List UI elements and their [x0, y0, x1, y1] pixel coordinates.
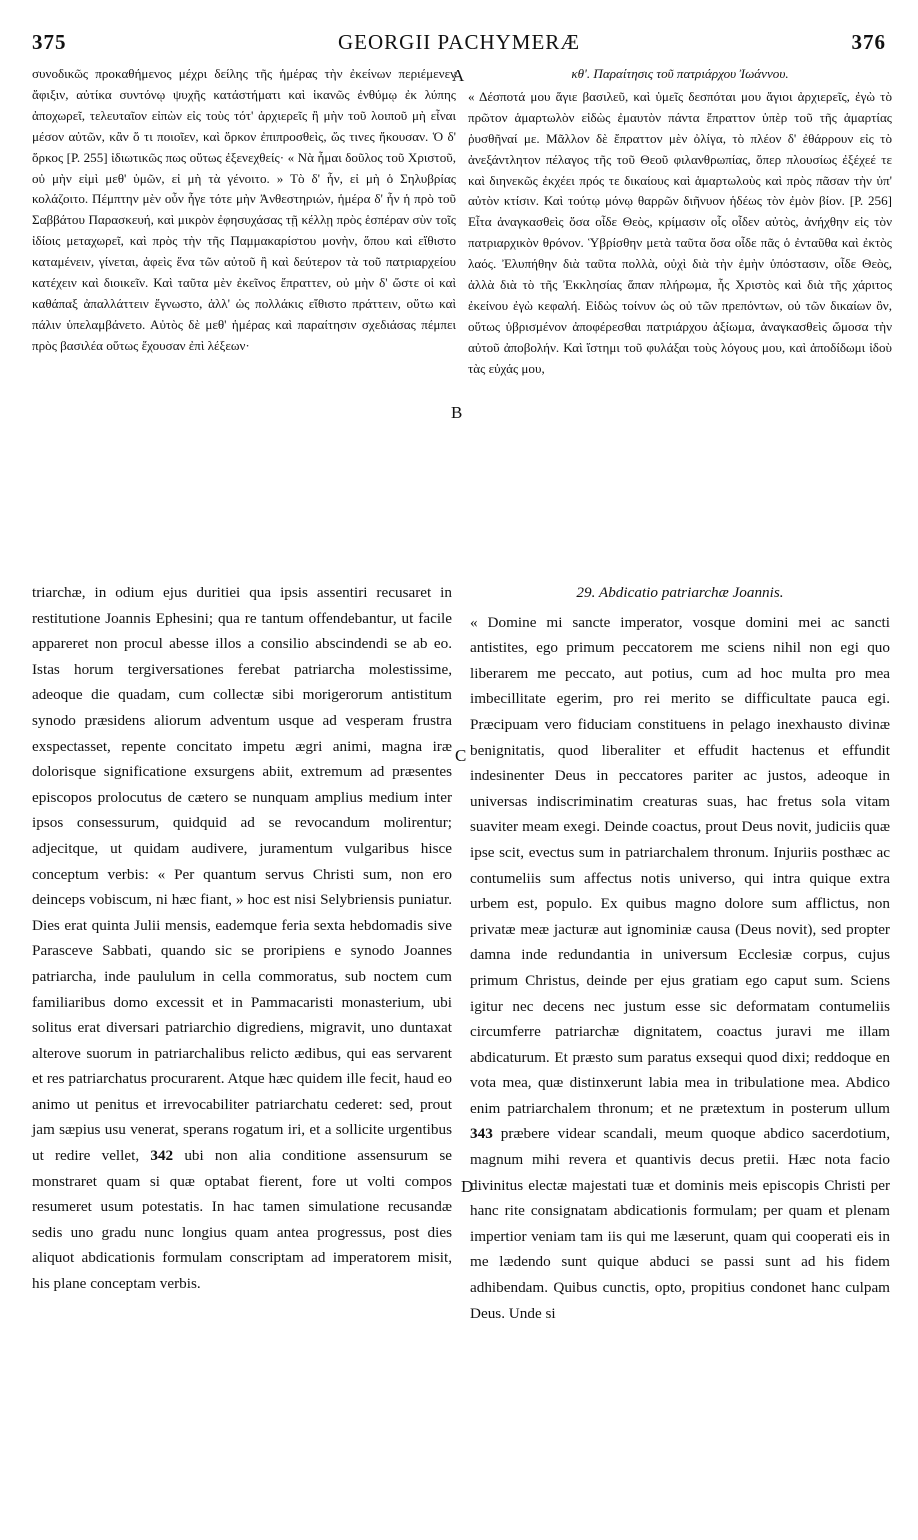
section-marker-a: A [452, 66, 465, 85]
margin-page-number-343: 343 [470, 1125, 493, 1143]
latin-text-right-a: « Domine mi sancte imperator, vosque domini mei ac sancti antistites, ego primum peccatorem me sciens nihil non egi quo liberarem me peccato, aut potius, cum ad hoc multa pro mea imbecillitate egerim, pro rei merito se difficultate pauca egi. Præcipuam vero fiduciam constituens in pelago inexhausto divinæ benignitatis, quod liberaliter et effudit hactenus et effundit indesinenter Deus in peccatores pariter ac justos, adeoque in universas indiscriminatim creaturas suas, hac fretus sola vitam suaviter meam exegi. Deinde coactus, prout Deus novit, judiciis quæ ipse scit, evectus sum in patriarchalem thronum. Injuriis posthæc ac contumeliis sum affectus notis universo, qui intra quique extra urbem est, populo. Ex quibus magno dolore sum afflictus, non privatæ meæ jacturæ aut ignominiæ causa (Deus novit), sed propter damna inde redundantia in universum Ecclesiæ corpus, cujus primum Christus, deinde per ejus gratiam ego caput sum. Sciens igitur nec decens nec justum esse sic deformatam contumeliis circumferre patriarchæ dignitatem, coactus juravi me illam abdicaturum. Et præsto sum paratus exsequi quod dixi; reddoque en vota mea, quæ distinxerunt labia mea in tribulatione mea. Abdico enim patriarchalem thronum; et ne prætextum in posterum ullum [470, 613, 890, 1117]
latin-text-right-b: præbere videar scandali, meum quoque abdico sacerdotium, magnum mihi revera et quantivis decus pretii. Hæc nota facio divinitus electæ majestati tuæ et dominis meis episcopis Christi per hanc rite consignatam abdicationis formulam; per quam et plenam impertior veniam tam iis qui me læserunt, quam qui cooperati eis in me lædendo sunt quique abduci se passi sunt ad his fidem adhibendam. Quibus cunctis, opto, propitius condonet hanc culpam Deus. Unde si [470, 1125, 891, 1322]
section-marker-c: C [455, 746, 467, 765]
latin-column-right [470, 580, 890, 1326]
page-number-right: 376 [851, 30, 886, 54]
running-title: GEORGII PACHYMERÆ [337, 30, 580, 54]
page-number-left: 375 [32, 30, 67, 54]
greek-text-right: « Δέσποτά μου ἅγιε βασιλεῦ, καὶ ὑμεῖς δεσπόται μου ἅγιοι ἀρχιερεῖς, ἐγὼ τὸ πρῶτον ἁμαρτωλὸν εἰδὼς ἐμαυτὸν πάντα ἔπραττον ὑπὲρ τοῦ τῆς ἁμαρτίας ῥυσθῆναί με. Μᾶλλον δὲ ἔπραττον μὲν ὀλίγα, τὸ πλέον δ' ἐθάρρουν εἰς τὸ ἀνεξάντλητον πέλαγος τῆς τοῦ Θεοῦ φιλανθρωπίας, ὅπερ πλουσίως ἐξέχεέ τε καὶ διηνεκῶς ἐκχέει πρός τε δικαίους καὶ ἁμαρτωλοὺς καὶ πρὸς πᾶσαν τὴν ὑπ' αὐτὸν κτίσιν. Καὶ τούτῳ μόνῳ θαρρῶν διῆνυον ἡδέως τὸν ἐμὸν βίον. [P. 256] Εἶτα ἀναγκασθεὶς ὅσα οἶδε Θεὸς, κρίμασιν οἷς οἶδεν αὐτὸς, ἀνήχθην εἰς τὸν πατριαρχικὸν θρόνον. Ὑβρίσθην μετὰ ταῦτα ὅσα οἶδε πᾶς ὁ ἐνταῦθα καὶ ἐκτὸς λαός. Ἐλυπήθην διὰ ταῦτα πολλὰ, οὐχὶ διὰ τὴν ἐμὴν ὑπόστασιν, οἶδε Θεὸς, ἀλλὰ διὰ τὸ τῆς Ἐκκλησίας ἅπαν πλήρωμα, ἧς Χριστὸς καὶ διὰ τῆς χάριτος ἐκείνου ἐγὼ κεφαλή. Εἰδὼς τοίνυν ὡς οὐ τῶν πρεπόντων, οὐ τῶν δικαίων ὂν, οὕτως ὑβρισμένον ἀποφέρεσθαι πατριάρχου ἀξίωμα, ἀναγκασθεὶς ὤμοσα τὴν αὐτοῦ ἀποβολήν. Καὶ ἵστημι τοῦ φυλάξαι τοὺς λόγους μου, καὶ ἀποδίδωμι ἰδοὺ τὰς εὐχάς μου, [468, 88, 892, 376]
latin-text-left-b: ubi non alia conditione assensurum se monstraret quam si quæ optabat fierent, fore ut volti compos resumeret usum potestatis. In hac tamen simulatione recusandæ sedis uno gradu nunc longius quam antea progressus, post dies aliquot abdicationis formulam conscriptam ad imperatorem misit, his plane conceptam verbis. [32, 1147, 453, 1293]
greek-text-left: συνοδικῶς προκαθήμενος μέχρι δείλης τῆς ἡμέρας τὴν ἐκείνων περιέμενεν ἄφιξιν, αὐτίκα συντόνῳ ψυχῆς κατάστήματι καὶ ἱκανῶς ἐνθύμῳ ἐκ λύπης ἀποχωρεῖ, τελευταῖον εἰπὼν εἰς τοὺς τότ' ἀρχιερεῖς ἢ μὴν τοῦ λοιποῦ μὴ εἶναι μέσον αὐτῶν, κἂν ὅ τι ποιοῖεν, καὶ ὅρκον ἐπιπροσθεὶς, ὥς τινες ἤκουσαν. Ὁ δ' ὅρκος [P. 255] ἰδιωτικῶς πως οὕτως ἐξενεχθείς· « Νὰ ἦμαι δοῦλος τοῦ Χριστοῦ, οὐ μὴν εἰμὶ μεθ' ὑμῶν, εἰ μὴ τὰ γένοιτο. » Τὸ δ' ἦν, εἰ μὴ ὁ Σηλυβρίας κολάζοιτο. Πέμπτην μὲν οὖν ἦγε τότε μὴν Ἀνθεστηριών, ἡμέρα δ' ἦν ἡ πρὸ τοῦ Σαββάτου Παρασκευή, καὶ μικρὸν ἐφησυχάσας τῇ κέλλῃ πρὸς ἑσπέραν σὺν τοῖς ἰδίοις μεταχωρεῖ, καὶ πρὸς τὴν τῆς Παμμακαρίστου μονὴν, ὅπου καὶ εἴθιστο καταμένειν, γίνεται, ἀφεὶς ἕνα τῶν αὐτοῦ ἢ καὶ δεύτερον τὰ τοῦ πατριαρχείου κατέχειν καὶ διοικεῖν. Καὶ ταῦτα μὲν ἐκεῖνος ἔπραττεν, οὐ μὴν δ' ὥστε οἱ καὶ καθάπαξ ἀπαλλάττειν ἔγνωστο, ἀλλ' ὡς πολλάκις εἴθιστο πράττειν, οὕτω καὶ πάλιν ὑπελαμβάνετο. Αὐτὸς δὲ μεθ' ἡμέρας καὶ παραίτησιν σχεδιάσας πέμπει πρὸς βασιλέα οὕτως ἔχουσαν ἐπὶ λέξεων· [32, 66, 456, 353]
latin-section-title: 29. Abdicatio patriarchæ Joannis. [576, 584, 784, 601]
latin-column-left [32, 580, 452, 1297]
greek-column-right [468, 64, 892, 380]
latin-text-left-a: triarchæ, in odium ejus duritiei qua ipsis assentiri recusaret in restitutione Joannis Ephesini; qua re tantum offendebantur, ut facile appareret non procul abesse illos a consilio abscindendi se ab eo. Istas horum tergiversationes ferebat patriarcha molestissime, adeoque die quadam, cum collectæ sibi morigerorum antistitum synodo præsidens aliorum adventum usque ad vesperam frustra exspectasset, repente concitato impetu ægri animi, magna iræ dolorisque significatione exsurgens abiit, extremum ad præsentes episcopos prolocutus de cætero se nunquam amplius medium inter ipsos consessurum, quidquid ad se revocandum molirentur; adjecitque, ut quidam audivere, juramentum vulgaribus hisce conceptum verbis: « Per quantum servus Christi sum, non ero deinceps vobiscum, ni hæc fiant, » hoc est nisi Selybriensis puniatur. Dies erat quinta Julii mensis, eademque feria sexta hebdomadis sive Parasceve Sabbati, quando sic se proripiens e synodo Joannes patriarcha, inde paululum in cella commoratus, sub noctem cum familiaribus domo excessit et in Pammacaristi monasterium, ubi solitus erat diversari patriarchio digrediens, migravit, uno duntaxat alterove suorum in patriarchalibus relicto ædibus, qui eas servarent et res patriarchatus procurarent. Atque hæc quidem ille fecit, haud eo animo ut penitus et irrevocabiliter patriarchatu cederet: sed, prout jam sæpius usu venerat, sperans rogatum iri, et a sollicite urgentibus ut redire vellet, [32, 584, 452, 1165]
section-marker-b: B [451, 403, 463, 422]
latin-paragraph-left [32, 580, 452, 1297]
latin-paragraph-right [470, 610, 890, 1327]
margin-page-number-342: 342 [150, 1147, 174, 1165]
section-marker-d: D [461, 1177, 474, 1196]
greek-section-title: κθ'. Παραίτησις τοῦ πατριάρχου Ἰωάννου. [571, 66, 789, 81]
greek-column-left [32, 64, 456, 357]
running-header [32, 30, 886, 58]
